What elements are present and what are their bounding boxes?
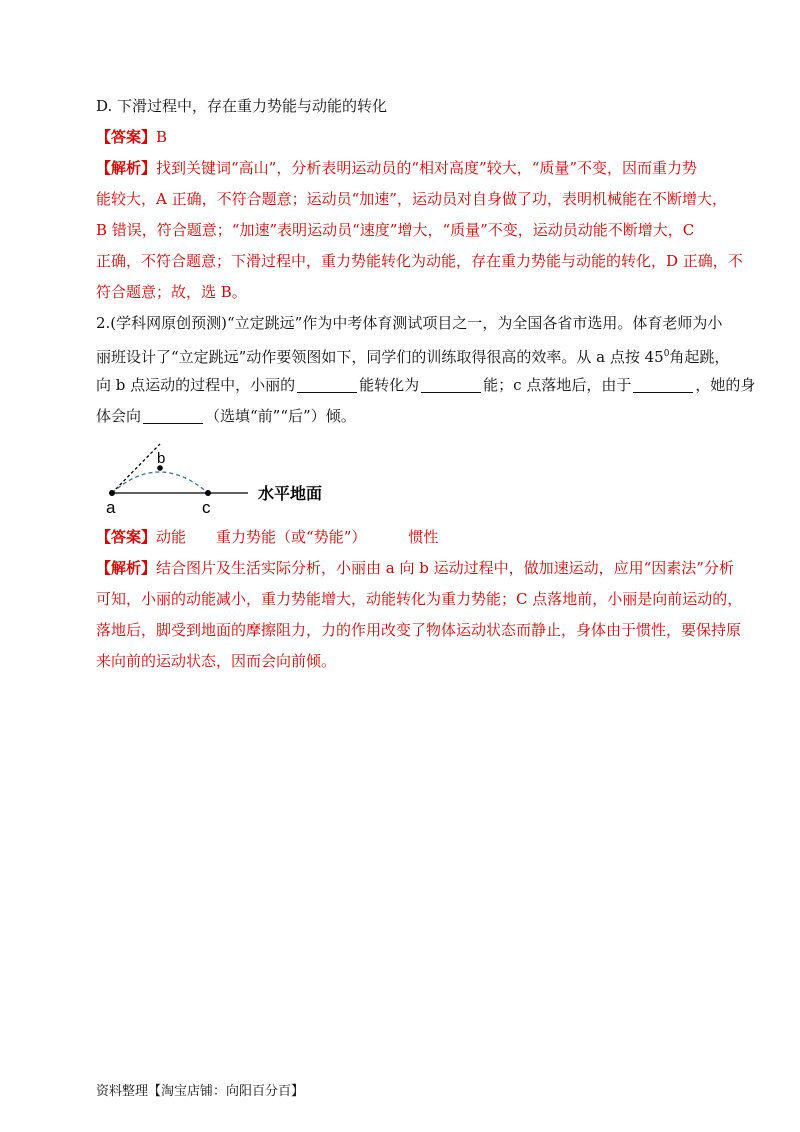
q2-analysis-line: 来向前的运动状态，因而会向前倾。 xyxy=(96,652,337,670)
q2-text: 能转化为 xyxy=(359,376,420,394)
analysis-text: 找到关键词“高山”，分析表明运动员的“相对高度”较大，“质量”不变，因而重力势 xyxy=(156,159,698,177)
q2-stem-line xyxy=(96,406,356,426)
q2-stem-line xyxy=(96,375,755,395)
q2-text: 向 b 点运动的过程中，小丽的 xyxy=(96,376,296,394)
q2-text: 能；c 点落地后，由于 xyxy=(483,376,632,394)
answer-blank-4[interactable] xyxy=(143,409,203,424)
q1-analysis-line: 符合题意；故，选 B。 xyxy=(96,283,247,301)
label-c: c xyxy=(202,498,211,516)
q2-text: 体会向 xyxy=(96,407,142,425)
q2-stem-line xyxy=(96,344,729,367)
answer-value: B xyxy=(156,128,168,146)
answer-tag: 【答案】 xyxy=(96,528,157,546)
point-c xyxy=(205,490,211,496)
answer-item: 重力势能（或“势能”） xyxy=(216,528,367,546)
answer-blank-2[interactable] xyxy=(421,378,481,393)
q1-analysis-line: 正确，不符合题意；下滑过程中，重力势能转化为动能，存在重力势能与动能的转化，D 正确，不 xyxy=(96,252,743,270)
analysis-tag: 【解析】 xyxy=(96,159,157,177)
q2-analysis-line: 落地后，脚受到地面的摩擦阻力，力的作用改变了物体运动状态而静止，身体由于惯性，要保持原 xyxy=(96,621,742,639)
label-b: b xyxy=(157,450,166,467)
label-a: a xyxy=(106,498,116,516)
q2-text: 丽班设计了“立定跳远”动作要领图如下，同学们的训练取得很高的效率。从 a 点按 45 xyxy=(96,348,664,366)
analysis-tag: 【解析】 xyxy=(96,559,157,577)
answer-blank-3[interactable] xyxy=(633,378,693,393)
trajectory-curve xyxy=(112,472,208,493)
q1-analysis-line: B 错误，符合题意；“加速”表明运动员“速度”增大，“质量”不变，运动员动能不断增大，C xyxy=(96,221,695,239)
q1-analysis-line: 能较大，A 正确，不符合题意；运动员“加速”，运动员对自身做了功，表明机械能在不断增大， xyxy=(96,190,727,208)
q2-text: 角起跳， xyxy=(669,348,730,366)
q1-analysis-line xyxy=(96,158,697,178)
analysis-text: 结合图片及生活实际分析，小丽由 a 向 b 运动过程中，做加速运动，应用“因素法”分析 xyxy=(156,559,734,577)
answer-item: 惯性 xyxy=(408,528,439,546)
q2-text: （选填“前”“后”）倾。 xyxy=(205,407,356,425)
q1-answer xyxy=(96,127,167,147)
q2-analysis-line: 可知，小丽的动能减小，重力势能增大，动能转化为重力势能；C 点落地前，小丽是向前运动的， xyxy=(96,590,743,608)
option-d: D. 下滑过程中，存在重力势能与动能的转化 xyxy=(96,97,388,115)
answer-tag: 【答案】 xyxy=(96,128,157,146)
point-a xyxy=(109,490,115,496)
q2-answer xyxy=(96,527,438,547)
q2-text: ，她的身 xyxy=(695,376,756,394)
jump-diagram xyxy=(96,436,376,516)
answer-item: 动能 xyxy=(156,528,187,546)
q2-stem-line: 2.(学科网原创预测)“立定跳远”作为中考体育测试项目之一，为全国各省市选用。体育老师为小 xyxy=(96,314,723,332)
takeoff-line xyxy=(112,444,160,493)
degree-superscript: 0 xyxy=(663,349,670,359)
q2-analysis-line xyxy=(96,558,734,578)
answer-blank-1[interactable] xyxy=(297,378,357,393)
page-footer: 资料整理【淘宝店铺：向阳百分百】 xyxy=(96,1084,305,1099)
ground-label: 水平地面 xyxy=(258,484,323,503)
